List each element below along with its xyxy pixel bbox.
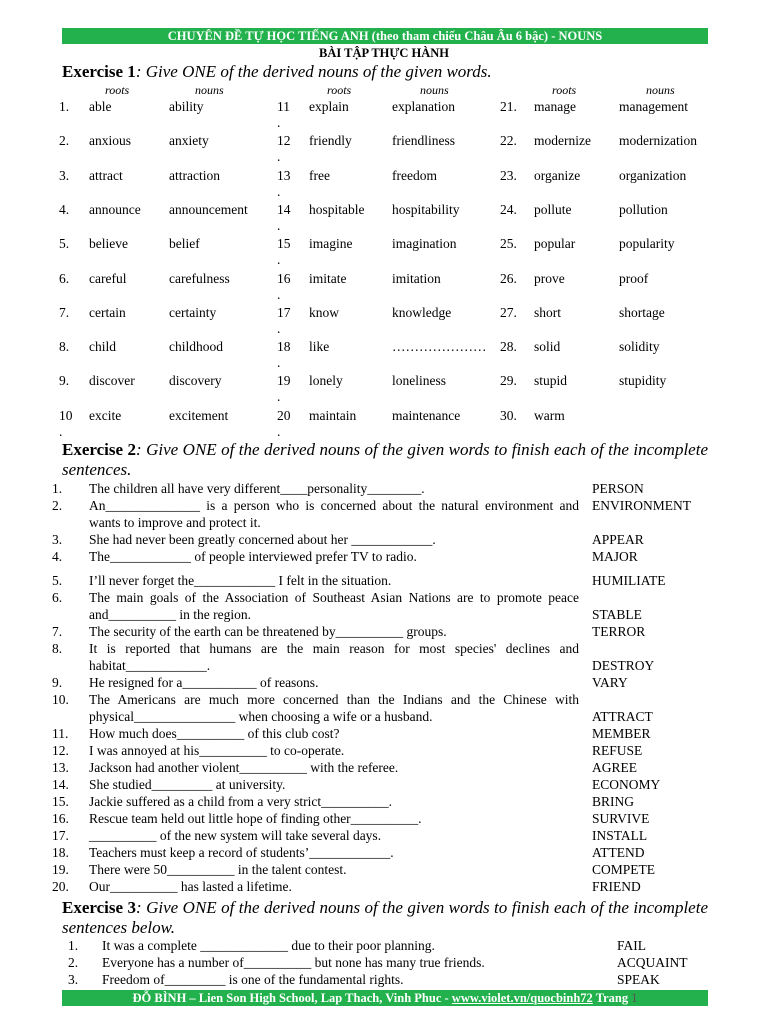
root-word: discover <box>89 373 135 389</box>
exercise-2-list <box>52 480 712 895</box>
sentence-text: There were 50__________ in the talent contest. <box>89 862 347 877</box>
exercise-2-item <box>52 623 712 640</box>
root-word: child <box>89 339 116 355</box>
item-number: 3. <box>68 972 79 987</box>
noun-answer: maintenance <box>392 407 461 423</box>
exercise-2-item <box>52 827 712 844</box>
keyword: SPEAK <box>617 972 660 987</box>
keyword: ENVIRONMENT <box>592 498 691 513</box>
noun-answer: modernization <box>619 133 697 149</box>
exercise-1-row <box>0 236 768 270</box>
exercise-2-item <box>52 725 712 742</box>
exercise-1-row <box>0 339 768 373</box>
root-word: believe <box>89 236 128 252</box>
keyword: REFUSE <box>592 743 643 758</box>
keyword: PERSON <box>592 481 644 496</box>
item-number: 14. <box>52 777 69 792</box>
item-number: 13 . <box>277 167 291 199</box>
exercise-3-item <box>62 937 708 954</box>
item-number: 6. <box>59 270 70 286</box>
keyword: INSTALL <box>592 828 648 843</box>
keyword: ECONOMY <box>592 777 661 792</box>
item-number: 1. <box>68 938 79 953</box>
item-number: 23. <box>500 167 517 183</box>
keyword: AGREE <box>592 760 637 775</box>
item-number: 4. <box>52 549 63 564</box>
exercise-2-item <box>52 480 712 497</box>
exercise-2-item <box>52 674 712 691</box>
item-number: 7. <box>59 304 70 320</box>
sentence-text: She studied_________ at university. <box>89 777 286 792</box>
noun-answer: shortage <box>619 304 665 320</box>
root-word: free <box>309 167 330 183</box>
sentence-text: __________ of the new system will take several days. <box>89 828 382 843</box>
exercise-2-item <box>52 640 712 674</box>
item-number: 27. <box>500 304 517 320</box>
noun-answer: imitation <box>392 270 441 286</box>
noun-answer: loneliness <box>392 373 446 389</box>
item-number: 2. <box>68 955 79 970</box>
page-number: 1 <box>631 991 638 1005</box>
root-word: maintain <box>309 407 357 423</box>
sentence-text: Teachers must keep a record of students’____________. <box>89 845 394 860</box>
item-number: 6. <box>52 590 63 605</box>
item-number: 15. <box>52 794 69 809</box>
item-number: 3. <box>59 167 70 183</box>
exercise-3-item <box>62 971 708 988</box>
noun-answer: popularity <box>619 236 675 252</box>
exercise-2-instruction: : Give ONE of the derived nouns of the given words to finish each of the incomplete sentences. <box>62 440 708 479</box>
exercise-2-item <box>52 776 712 793</box>
page-footer-bar <box>62 990 708 1006</box>
root-word: certain <box>89 304 126 320</box>
root-word: know <box>309 304 339 320</box>
sentence-text: The children all have very different____personality________. <box>89 481 425 496</box>
sentence-text: He resigned for a___________ of reasons. <box>89 675 319 690</box>
root-word: anxious <box>89 133 131 149</box>
noun-answer: announcement <box>169 201 248 217</box>
sentence-text: It is reported that humans are the main reason for most species' declines and habitat____________. <box>89 641 579 673</box>
item-number: 21. <box>500 99 517 114</box>
exercise-1-row <box>0 305 768 339</box>
noun-answer: attraction <box>169 167 220 183</box>
col-head-nouns-2: nouns <box>420 83 449 97</box>
keyword: HUMILIATE <box>592 573 666 588</box>
root-word: friendly <box>309 133 352 149</box>
item-number: 11. <box>52 726 69 741</box>
keyword: COMPETE <box>592 862 656 877</box>
root-word: explain <box>309 99 349 114</box>
col-head-roots-2: roots <box>327 83 352 97</box>
item-number: 30. <box>500 407 517 423</box>
noun-answer: solidity <box>619 339 660 355</box>
exercise-1-label: Exercise 1 <box>62 62 136 81</box>
root-word: solid <box>534 339 561 355</box>
root-word: excite <box>89 407 122 423</box>
item-number: 10. <box>52 692 69 707</box>
root-word: popular <box>534 236 576 252</box>
root-word: lonely <box>309 373 343 389</box>
sentence-text: Our__________ has lasted a lifetime. <box>89 879 292 894</box>
item-number: 17 . <box>277 304 291 336</box>
col-head-nouns-3: nouns <box>646 83 675 97</box>
section-subtitle: BÀI TẬP THỰC HÀNH <box>319 46 449 60</box>
item-number: 17. <box>52 828 69 843</box>
root-word: imagine <box>309 236 353 252</box>
exercise-2-item <box>52 844 712 861</box>
item-number: 15 . <box>277 236 291 268</box>
sentence-text: She had never been greatly concerned about her ____________. <box>89 532 436 547</box>
exercise-1-row <box>0 373 768 407</box>
noun-answer: hospitability <box>392 201 460 217</box>
keyword: APPEAR <box>592 532 644 547</box>
keyword: SURVIVE <box>592 811 650 826</box>
item-number: 1. <box>59 99 70 114</box>
item-number: 28. <box>500 339 517 355</box>
exercise-3-title <box>62 898 708 938</box>
noun-answer: carefulness <box>169 270 230 286</box>
item-number: 12 . <box>277 133 291 165</box>
item-number: 13. <box>52 760 69 775</box>
sentence-text: Freedom of_________ is one of the fundamental rights. <box>102 972 404 987</box>
noun-answer: anxiety <box>169 133 209 149</box>
sentence-text: Jackson had another violent__________ with the referee. <box>89 760 399 775</box>
exercise-3-instruction: : Give ONE of the derived nouns of the given words to finish each of the incomplete sentences below. <box>62 898 708 937</box>
item-number: 26. <box>500 270 517 286</box>
exercise-2-item <box>52 589 712 623</box>
sentence-text: The security of the earth can be threatened by__________ groups. <box>89 624 447 639</box>
item-number: 12. <box>52 743 69 758</box>
item-number: 22. <box>500 133 517 149</box>
noun-answer: imagination <box>392 236 457 252</box>
noun-answer: freedom <box>392 167 437 183</box>
keyword: MAJOR <box>592 549 638 564</box>
item-number: 5. <box>52 573 63 588</box>
root-word: short <box>534 304 561 320</box>
sentence-text: Everyone has a number of__________ but none has many true friends. <box>102 955 485 970</box>
item-number: 2. <box>59 133 70 149</box>
exercise-2-item <box>52 742 712 759</box>
sentence-text: The____________ of people interviewed prefer TV to radio. <box>89 549 417 564</box>
sentence-text: Rescue team held out little hope of finding other__________. <box>89 811 422 826</box>
noun-answer: friendliness <box>392 133 455 149</box>
exercise-1-column-headers <box>0 83 768 97</box>
keyword: ATTRACT <box>592 709 653 724</box>
noun-answer: excitement <box>169 407 229 423</box>
item-number: 14 . <box>277 201 291 233</box>
sentence-text: It was a complete _____________ due to their poor planning. <box>102 938 435 953</box>
noun-answer: belief <box>169 236 200 252</box>
root-word: modernize <box>534 133 591 149</box>
item-number: 9. <box>52 675 63 690</box>
exercise-2-item <box>52 759 712 776</box>
noun-answer: stupidity <box>619 373 667 389</box>
noun-answer: ………………… <box>392 339 487 355</box>
item-number: 8. <box>52 641 63 656</box>
exercise-3-label: Exercise 3 <box>62 898 137 917</box>
exercise-2-item <box>52 793 712 810</box>
keyword: FRIEND <box>592 879 641 894</box>
keyword: BRING <box>592 794 635 809</box>
root-word: attract <box>89 167 123 183</box>
root-word: hospitable <box>309 201 365 217</box>
item-number: 29. <box>500 373 517 389</box>
root-word: stupid <box>534 373 568 389</box>
item-number: 24. <box>500 201 517 217</box>
item-number: 25. <box>500 236 517 252</box>
root-word: announce <box>89 201 141 217</box>
exercise-2-item <box>52 548 712 565</box>
sentence-text: I’ll never forget the____________ I felt in the situation. <box>89 573 392 588</box>
col-head-nouns-1: nouns <box>195 83 224 97</box>
noun-answer: discovery <box>169 373 222 389</box>
item-number: 11 . <box>277 99 290 130</box>
footer-text: ĐỖ BÌNH – Lien Son High School, Lap Thach, Vinh Phuc - <box>132 991 452 1005</box>
exercise-1-row <box>0 133 768 167</box>
item-number: 4. <box>59 201 70 217</box>
root-word: pollute <box>534 201 572 217</box>
root-word: imitate <box>309 270 347 286</box>
exercise-3-list <box>62 937 708 988</box>
noun-answer: pollution <box>619 201 668 217</box>
sentence-text: The Americans are much more concerned than the Indians and the Chinese with physical_______________ when choosing a wife or a husband. <box>89 692 579 724</box>
header-title: CHUYÊN ĐỀ TỰ HỌC TIẾNG ANH (theo tham chiếu Châu Âu 6 bậc) - NOUNS <box>167 29 603 43</box>
item-number: 7. <box>52 624 63 639</box>
noun-answer: explanation <box>392 99 455 114</box>
item-number: 20. <box>52 879 69 894</box>
footer-page-label: Trang <box>592 991 632 1005</box>
item-number: 19 . <box>277 373 291 405</box>
item-number: 19. <box>52 862 69 877</box>
root-word: like <box>309 339 330 355</box>
root-word: able <box>89 99 112 114</box>
item-number: 8. <box>59 339 70 355</box>
item-number: 1. <box>52 481 63 496</box>
item-number: 20 . <box>277 407 291 439</box>
item-number: 5. <box>59 236 70 252</box>
exercise-1-row <box>0 168 768 202</box>
exercise-3-item <box>62 954 708 971</box>
noun-answer: proof <box>619 270 649 286</box>
keyword: MEMBER <box>592 726 651 741</box>
item-number: 16 . <box>277 270 291 302</box>
exercise-2-item <box>52 497 712 531</box>
noun-answer: management <box>619 99 688 114</box>
noun-answer: knowledge <box>392 304 452 320</box>
root-word: warm <box>534 407 565 423</box>
exercise-2-title <box>62 440 708 480</box>
noun-answer: ability <box>169 99 204 114</box>
item-number: 9. <box>59 373 70 389</box>
keyword: DESTROY <box>592 658 655 673</box>
page-header-bar <box>62 28 708 44</box>
sentence-text: An______________ is a person who is concerned about the natural environment and wants to improve and protect it. <box>89 498 579 530</box>
keyword: ATTEND <box>592 845 645 860</box>
exercise-1-row <box>0 408 768 442</box>
root-word: manage <box>534 99 576 114</box>
sentence-text: The main goals of the Association of Southeast Asian Nations are to promote peace and__________ in the region. <box>89 590 579 622</box>
item-number: 18 . <box>277 339 291 371</box>
keyword: FAIL <box>617 938 646 953</box>
root-word: prove <box>534 270 565 286</box>
item-number: 3. <box>52 532 63 547</box>
keyword: TERROR <box>592 624 646 639</box>
footer-link[interactable]: www.violet.vn/quocbinh72 <box>451 991 593 1005</box>
exercise-1-row <box>0 271 768 305</box>
keyword: STABLE <box>592 607 642 622</box>
exercise-2-item <box>52 810 712 827</box>
exercise-1-row <box>0 99 768 133</box>
noun-answer: organization <box>619 167 687 183</box>
exercise-1-title <box>62 62 708 82</box>
item-number: 2. <box>52 498 63 513</box>
exercise-2-label: Exercise 2 <box>62 440 137 459</box>
sentence-text: How much does__________ of this club cost? <box>89 726 340 741</box>
item-number: 16. <box>52 811 69 826</box>
keyword: VARY <box>592 675 628 690</box>
exercise-1-row <box>0 202 768 236</box>
exercise-2-item <box>52 861 712 878</box>
col-head-roots-1: roots <box>105 83 130 97</box>
keyword: ACQUAINT <box>617 955 688 970</box>
col-head-roots-3: roots <box>552 83 577 97</box>
exercise-2-item <box>52 531 712 548</box>
item-number: 10 . <box>59 407 73 439</box>
exercise-2-item <box>52 691 712 725</box>
exercise-2-item <box>52 572 712 589</box>
sentence-text: Jackie suffered as a child from a very strict__________. <box>89 794 393 809</box>
sentence-text: I was annoyed at his__________ to co-operate. <box>89 743 345 758</box>
noun-answer: childhood <box>169 339 223 355</box>
root-word: careful <box>89 270 127 286</box>
item-number: 18. <box>52 845 69 860</box>
noun-answer: certainty <box>169 304 217 320</box>
root-word: organize <box>534 167 581 183</box>
exercise-2-item <box>52 878 712 895</box>
exercise-1-instruction: : Give ONE of the derived nouns of the given words. <box>135 62 492 81</box>
